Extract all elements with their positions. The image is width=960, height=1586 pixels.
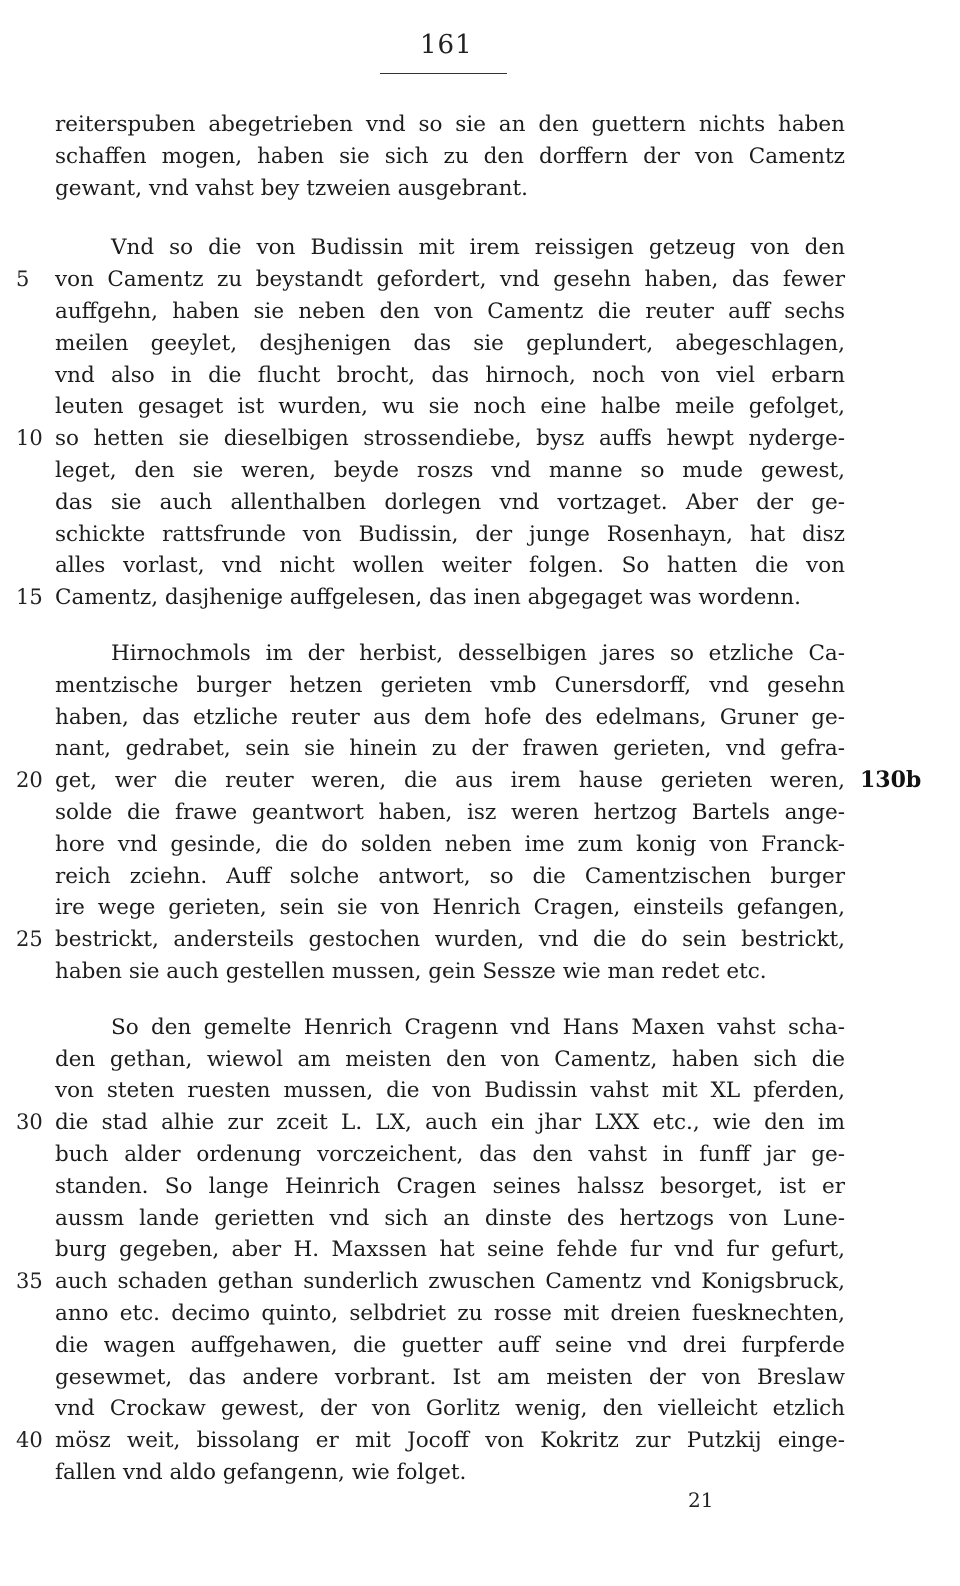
text-line: reich zciehn. Auff solche antwort, so die Camentzischen burger <box>55 863 845 889</box>
line-number: 20 <box>16 768 43 793</box>
text-line: vnd Crockaw gewest, der von Gorlitz wenig, den vielleicht etzlich <box>55 1396 845 1422</box>
text-line: fallen vnd aldo gefangenn, wie folget. <box>55 1460 467 1485</box>
text-line: Hirnochmols im der herbist, desselbigen jares so etzliche Ca- <box>111 641 845 666</box>
text-line: die wagen auffgehawen, die guetter auff seine vnd drei furpferde <box>55 1332 845 1358</box>
text-line: reiterspuben abegetrieben vnd so sie an den guettern nichts haben <box>55 112 845 137</box>
text-line: meilen geeylet, desjhenigen das sie geplundert, abegeschlagen, <box>55 330 845 356</box>
text-line: schaffen mogen, haben sie sich zu den dorffern der von Camentz <box>55 143 845 169</box>
text-line: haben sie auch gestellen mussen, gein Sessze wie man redet etc. <box>55 959 767 984</box>
text-line: das sie auch allenthalben dorlegen vnd vortzaget. Aber der ge- <box>55 489 845 515</box>
text-line: alles vorlast, vnd nicht wollen weiter folgen. So hatten die von <box>55 553 845 579</box>
line-number: 5 <box>16 267 30 292</box>
text-line: schickte rattsfrunde von Budissin, der junge Rosenhayn, hat disz <box>55 521 845 547</box>
line-number: 30 <box>16 1110 43 1135</box>
text-line: so hetten sie dieselbigen strossendiebe, bysz auffs hewpt nyderge- <box>55 426 845 452</box>
text-line: nant, gedrabet, sein sie hinein zu der frawen gerieten, vnd gefra- <box>55 736 845 762</box>
line-number: 10 <box>16 426 43 451</box>
text-line: auffgehn, haben sie neben den von Camentz die reuter auff sechs <box>55 299 845 324</box>
text-line: ire wege gerieten, sein sie von Henrich Cragen, einsteils gefangen, <box>55 895 845 921</box>
text-line: get, wer die reuter weren, die aus irem hause gerieten weren, <box>55 768 845 794</box>
margin-folio-note: 130b <box>860 767 922 794</box>
text-line: Camentz, dasjhenige auffgelesen, das inen abgegaget was wordenn. <box>55 585 801 611</box>
text-line: solde die frawe geantwort haben, isz weren hertzog Bartels ange- <box>55 800 845 825</box>
text-line: haben, das etzliche reuter aus dem hofe des edelmans, Gruner ge- <box>55 704 845 730</box>
line-number: 25 <box>16 927 43 952</box>
text-line: auch schaden gethan sunderlich zwuschen Camentz vnd Konigsbruck, <box>55 1269 845 1295</box>
text-line: gesewmet, das andere vorbrant. Ist am meisten der von Breslaw <box>55 1364 845 1390</box>
text-line: aussm lande gerietten vnd sich an dinste des hertzogs von Lune- <box>55 1205 845 1231</box>
text-line: den gethan, wiewol am meisten den von Camentz, haben sich die <box>55 1046 845 1072</box>
line-number: 15 <box>16 585 43 610</box>
text-line: die stad alhie zur zceit L. LX, auch ein jhar LXX etc., wie den im <box>55 1110 845 1136</box>
text-line: standen. So lange Heinrich Cragen seines halssz besorget, ist er <box>55 1173 845 1199</box>
text-line: buch alder ordenung vorczeichent, das den vahst in funff jar ge- <box>55 1142 845 1167</box>
header-rule <box>380 73 507 74</box>
text-line: Vnd so die von Budissin mit irem reissigen getzeug von den <box>111 235 845 261</box>
text-line: bestrickt, andersteils gestochen wurden, vnd die do sein bestrickt, <box>55 927 845 953</box>
text-line: So den gemelte Henrich Cragenn vnd Hans Maxen vahst scha- <box>111 1014 845 1040</box>
line-number: 35 <box>16 1269 43 1294</box>
text-line: burg gegeben, aber H. Maxssen hat seine fehde fur vnd fur gefurt, <box>55 1237 845 1263</box>
page-number: 161 <box>420 30 473 60</box>
text-line: mentzische burger hetzen gerieten vmb Cunersdorff, vnd gesehn <box>55 672 845 698</box>
text-line: von steten ruesten mussen, die von Budissin vahst mit XL pferden, <box>55 1078 845 1104</box>
text-line: von Camentz zu beystandt gefordert, vnd gesehn haben, das fewer <box>55 267 845 293</box>
text-line: leget, den sie weren, beyde roszs vnd manne so mude gewest, <box>55 458 845 483</box>
text-line: anno etc. decimo quinto, selbdriet zu rosse mit dreien fuesknechten, <box>55 1301 845 1326</box>
text-line: vnd also in die flucht brocht, das hirnoch, noch von viel erbarn <box>55 362 845 388</box>
line-number: 40 <box>16 1428 43 1453</box>
text-line: leuten gesaget ist wurden, wu sie noch eine halbe meile gefolget, <box>55 394 845 420</box>
sheet-signature: 21 <box>688 1488 714 1512</box>
text-line: mösz weit, bissolang er mit Jocoff von Kokritz zur Putzkij einge- <box>55 1428 845 1454</box>
text-line: gewant, vnd vahst bey tzweien ausgebrant. <box>55 175 528 201</box>
text-line: hore vnd gesinde, die do solden neben ime zum konig von Franck- <box>55 831 845 857</box>
